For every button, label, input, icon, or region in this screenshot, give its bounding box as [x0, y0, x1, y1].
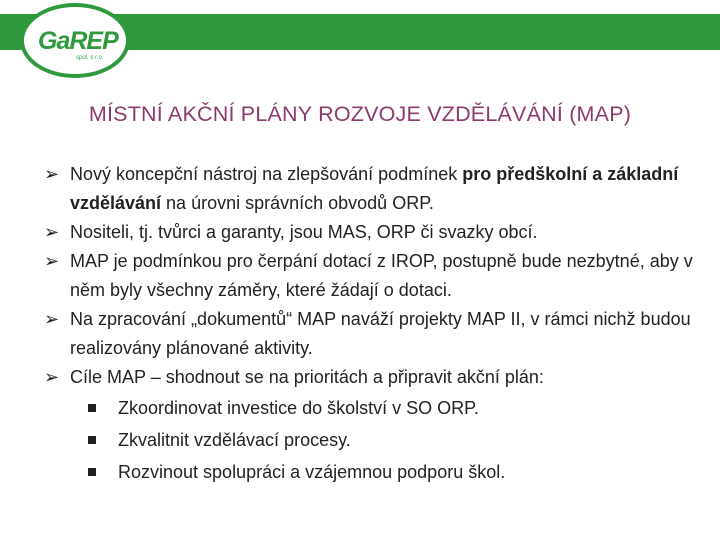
- sub-bullet-item: [44, 456, 714, 488]
- slide-title: MÍSTNÍ AKČNÍ PLÁNY ROZVOJE VZDĚLÁVÁNÍ (MAP): [88, 102, 632, 126]
- bullet-text: Na zpracování „dokumentů“ MAP naváží projekty MAP II, v rámci nichž budou realizovány plánované aktivity.: [70, 309, 691, 358]
- arrow-bullet-icon: ➢: [44, 251, 60, 271]
- arrow-bullet-icon: ➢: [44, 164, 60, 184]
- sub-bullet-text: Zkvalitnit vzdělávací procesy.: [118, 430, 351, 450]
- square-bullet-icon: [88, 468, 96, 476]
- bullet-list: [44, 160, 714, 488]
- sub-bullet-item: [44, 392, 714, 424]
- bullet-item: [44, 363, 714, 392]
- bullet-item: [44, 247, 714, 305]
- bullet-text: MAP je podmínkou pro čerpání dotací z IROP, postupně bude nezbytné, aby v něm byly všechny záměry, které žádají o dotaci.: [70, 251, 693, 300]
- sub-bullet-text: Rozvinout spolupráci a vzájemnou podporu škol.: [118, 462, 506, 482]
- arrow-bullet-icon: ➢: [44, 367, 60, 387]
- logo-text: GaREP: [38, 27, 118, 55]
- square-bullet-icon: [88, 404, 96, 412]
- sub-bullet-item: [44, 424, 714, 456]
- bullet-item: [44, 160, 714, 218]
- bullet-text: Nový koncepční nástroj na zlepšování podmínek: [70, 164, 463, 184]
- arrow-bullet-icon: ➢: [44, 309, 60, 329]
- bullet-bold-text: pro předškolní a základní vzdělávání: [70, 164, 679, 213]
- garep-logo: [20, 3, 130, 78]
- bullet-text: Cíle MAP – shodnout se na prioritách a připravit akční plán:: [70, 367, 544, 387]
- arrow-bullet-icon: ➢: [44, 222, 60, 242]
- bullet-item: [44, 305, 714, 363]
- bullet-item: [44, 218, 714, 247]
- bullet-text: na úrovni správních obvodů ORP.: [161, 193, 434, 213]
- sub-bullet-text: Zkoordinovat investice do školství v SO ORP.: [118, 398, 479, 418]
- bullet-text: Nositeli, tj. tvůrci a garanty, jsou MAS, ORP či svazky obcí.: [70, 222, 538, 242]
- logo-subtext: spol. s r.o.: [76, 55, 104, 61]
- square-bullet-icon: [88, 436, 96, 444]
